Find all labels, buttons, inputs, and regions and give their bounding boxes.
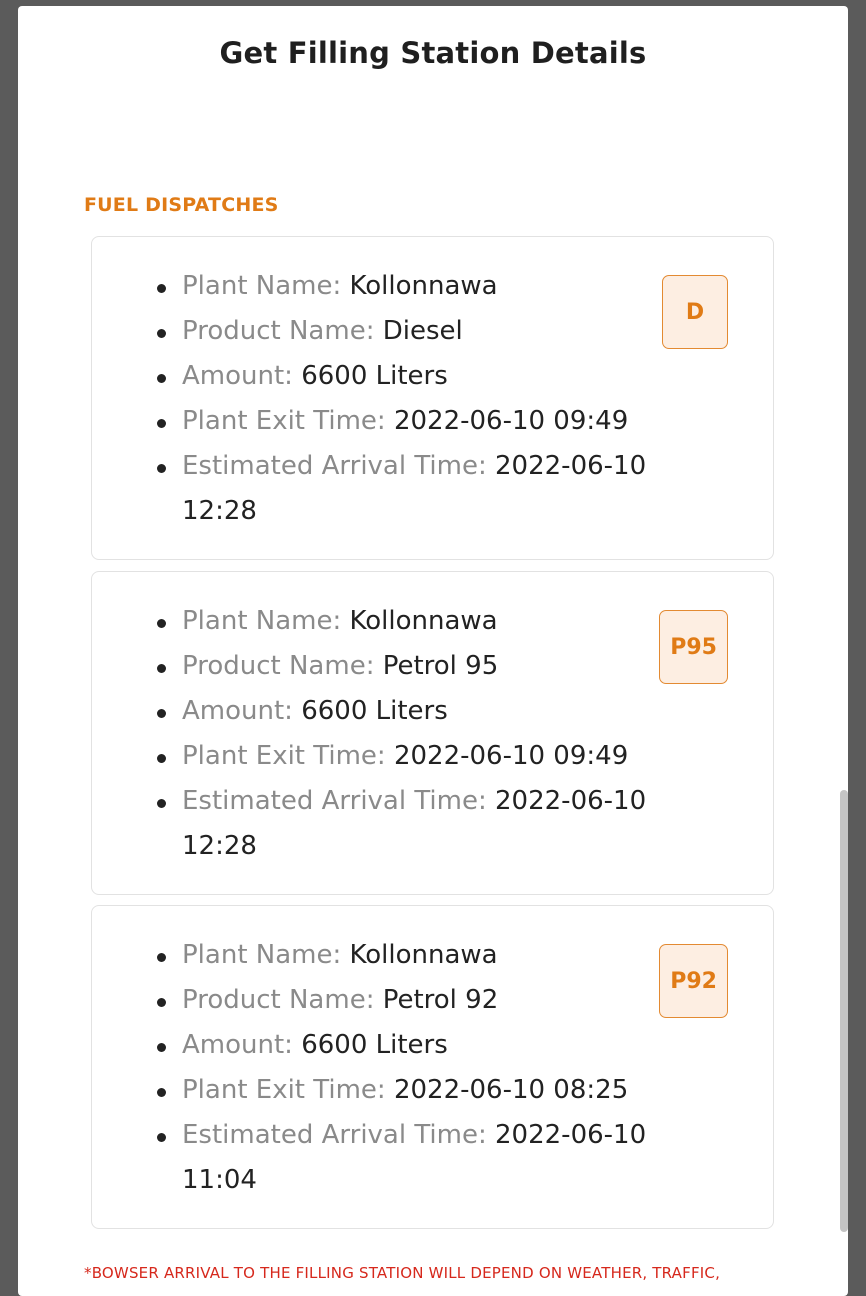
plant-name-label: Plant Name: xyxy=(182,606,350,636)
amount-value: 6600 Liters xyxy=(301,696,448,726)
dispatch-details-list xyxy=(182,599,662,869)
plant-exit-time-value: 2022-06-10 08:25 xyxy=(393,1075,629,1105)
scrollbar-thumb[interactable] xyxy=(840,790,848,1232)
amount-item xyxy=(182,1023,662,1068)
product-name-item xyxy=(182,978,662,1023)
plant-name-value: Kollonnawa xyxy=(349,271,498,301)
estimated-arrival-time-label: Estimated Arrival Time: xyxy=(182,451,496,481)
estimated-arrival-time-value: 2022-06-10 12:28 xyxy=(182,786,647,861)
amount-item xyxy=(182,354,662,399)
estimated-arrival-time-label: Estimated Arrival Time: xyxy=(182,786,496,816)
dispatch-card xyxy=(91,571,774,895)
plant-name-item xyxy=(182,599,662,644)
estimated-arrival-time-value: 2022-06-10 11:04 xyxy=(182,1120,647,1195)
product-name-value: Petrol 95 xyxy=(382,651,499,681)
estimated-arrival-time-item xyxy=(182,444,662,534)
plant-exit-time-value: 2022-06-10 09:49 xyxy=(393,406,629,436)
plant-name-label: Plant Name: xyxy=(182,271,350,301)
product-name-item xyxy=(182,644,662,689)
fuel-dispatches-heading: FUEL DISPATCHES xyxy=(84,194,279,216)
plant-name-item xyxy=(182,933,662,978)
plant-exit-time-label: Plant Exit Time: xyxy=(182,1075,394,1105)
dispatch-card xyxy=(91,236,774,560)
product-name-label: Product Name: xyxy=(182,316,383,346)
dispatch-details-list xyxy=(182,264,662,534)
filling-station-modal xyxy=(18,6,848,1296)
amount-label: Amount: xyxy=(182,696,302,726)
amount-label: Amount: xyxy=(182,361,302,391)
plant-name-value: Kollonnawa xyxy=(349,606,498,636)
amount-value: 6600 Liters xyxy=(301,1030,448,1060)
product-badge: P92 xyxy=(659,944,728,1018)
plant-exit-time-item xyxy=(182,1068,662,1113)
plant-name-label: Plant Name: xyxy=(182,940,350,970)
plant-exit-time-label: Plant Exit Time: xyxy=(182,741,394,771)
plant-exit-time-item xyxy=(182,734,662,779)
amount-item xyxy=(182,689,662,734)
product-name-label: Product Name: xyxy=(182,985,383,1015)
product-badge: D xyxy=(662,275,728,349)
plant-exit-time-value: 2022-06-10 09:49 xyxy=(393,741,629,771)
dispatch-card xyxy=(91,905,774,1229)
arrival-disclaimer: *BOWSER ARRIVAL TO THE FILLING STATION WILL DEPEND ON WEATHER, TRAFFIC, xyxy=(84,1264,721,1282)
amount-label: Amount: xyxy=(182,1030,302,1060)
plant-exit-time-item xyxy=(182,399,662,444)
estimated-arrival-time-value: 2022-06-10 12:28 xyxy=(182,451,647,526)
product-badge: P95 xyxy=(659,610,728,684)
estimated-arrival-time-item xyxy=(182,1113,662,1203)
dispatch-details-list xyxy=(182,933,662,1203)
estimated-arrival-time-item xyxy=(182,779,662,869)
plant-name-value: Kollonnawa xyxy=(349,940,498,970)
plant-exit-time-label: Plant Exit Time: xyxy=(182,406,394,436)
product-name-label: Product Name: xyxy=(182,651,383,681)
modal-title: Get Filling Station Details xyxy=(219,36,647,70)
product-name-item xyxy=(182,309,662,354)
estimated-arrival-time-label: Estimated Arrival Time: xyxy=(182,1120,496,1150)
amount-value: 6600 Liters xyxy=(301,361,448,391)
plant-name-item xyxy=(182,264,662,309)
product-name-value: Petrol 92 xyxy=(382,985,499,1015)
product-name-value: Diesel xyxy=(382,316,463,346)
